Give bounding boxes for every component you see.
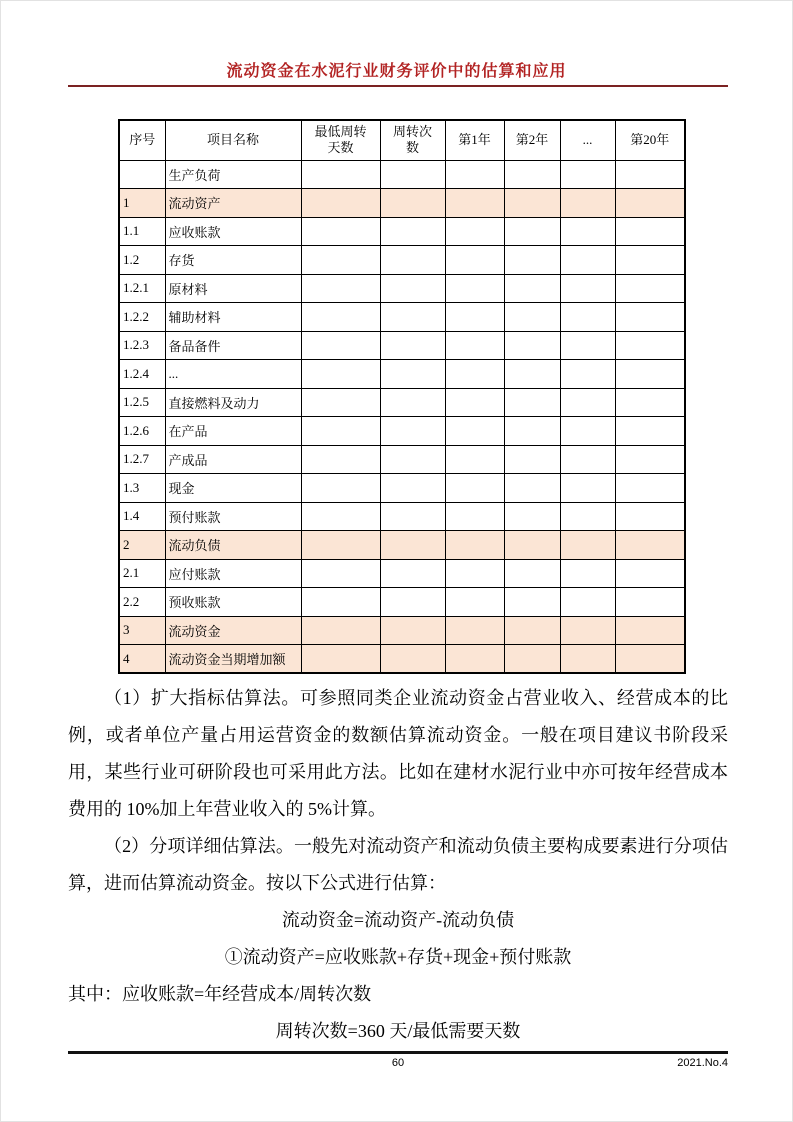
cell-value xyxy=(380,303,445,332)
cell-value xyxy=(301,388,380,417)
cell-value xyxy=(445,274,504,303)
table-subheader-row xyxy=(119,160,685,189)
issue-number: 2021.No.4 xyxy=(677,1057,728,1069)
cell-name: ... xyxy=(165,360,301,389)
cell-no: 1.2.4 xyxy=(119,360,165,389)
cell-value xyxy=(380,417,445,446)
header-rule xyxy=(68,85,728,87)
cell-name: 应付账款 xyxy=(165,559,301,588)
cell-value xyxy=(615,160,685,189)
cell-value xyxy=(504,588,560,617)
cell-name: 流动负债 xyxy=(165,531,301,560)
cell-value xyxy=(615,474,685,503)
cell-name: 备品备件 xyxy=(165,331,301,360)
cell-value xyxy=(504,445,560,474)
cell-value xyxy=(380,531,445,560)
cell-value xyxy=(560,160,615,189)
cell-value xyxy=(380,246,445,275)
cell-value xyxy=(445,588,504,617)
cell-no: 1.2.5 xyxy=(119,388,165,417)
cell-no: 1.2.7 xyxy=(119,445,165,474)
cell-name: 流动资金 xyxy=(165,616,301,645)
cell-value xyxy=(504,388,560,417)
cell-no: 2.1 xyxy=(119,559,165,588)
cell-value xyxy=(560,189,615,218)
cell-value xyxy=(380,502,445,531)
cell-no: 3 xyxy=(119,616,165,645)
cell-value xyxy=(380,160,445,189)
cell-value xyxy=(560,588,615,617)
cell-value xyxy=(445,502,504,531)
cell-no: 2.2 xyxy=(119,588,165,617)
column-header-5: 第2年 xyxy=(504,120,560,160)
cell-value xyxy=(504,189,560,218)
cell-value xyxy=(380,331,445,360)
cell-value xyxy=(445,189,504,218)
cell-value xyxy=(301,616,380,645)
column-header-2: 最低周转 天数 xyxy=(301,120,380,160)
cell-no xyxy=(119,160,165,189)
cell-value xyxy=(301,189,380,218)
cell-value xyxy=(504,160,560,189)
cell-value xyxy=(445,331,504,360)
cell-value xyxy=(445,616,504,645)
table-row xyxy=(119,645,685,674)
cell-value xyxy=(560,417,615,446)
cell-value xyxy=(615,531,685,560)
column-header-4: 第1年 xyxy=(445,120,504,160)
cell-value xyxy=(445,160,504,189)
cell-value xyxy=(380,559,445,588)
cell-value xyxy=(560,388,615,417)
cell-no: 1.2 xyxy=(119,246,165,275)
cell-value xyxy=(380,474,445,503)
cell-value xyxy=(380,445,445,474)
cell-value xyxy=(560,331,615,360)
table-row xyxy=(119,274,685,303)
cell-value xyxy=(301,160,380,189)
cell-value xyxy=(615,502,685,531)
table-row xyxy=(119,474,685,503)
table-row xyxy=(119,189,685,218)
paragraph-itemized-method: （2）分项详细估算法。一般先对流动资产和流动负债主要构成要素进行分项估算，进而估算流动资金。按以下公式进行估算： xyxy=(68,836,728,893)
cell-value xyxy=(445,531,504,560)
cell-value xyxy=(380,388,445,417)
cell-value xyxy=(504,645,560,674)
cell-value xyxy=(301,559,380,588)
table-row xyxy=(119,531,685,560)
cell-value xyxy=(301,417,380,446)
cell-value xyxy=(445,559,504,588)
cell-value xyxy=(560,474,615,503)
cell-name: 原材料 xyxy=(165,274,301,303)
cell-value xyxy=(301,360,380,389)
cell-value xyxy=(504,474,560,503)
cell-value xyxy=(615,189,685,218)
cell-name: 存货 xyxy=(165,246,301,275)
cell-no: 1 xyxy=(119,189,165,218)
column-header-7: 第20年 xyxy=(615,120,685,160)
formula-receivables: 其中：应收账款=年经营成本/周转次数 xyxy=(68,984,372,1004)
cell-name: 在产品 xyxy=(165,417,301,446)
cell-value xyxy=(504,616,560,645)
article-title: 流动资金在水泥行业财务评价中的估算和应用 xyxy=(226,63,567,80)
cell-value xyxy=(380,616,445,645)
cell-value xyxy=(615,388,685,417)
cell-value xyxy=(301,274,380,303)
cell-name: 流动资金当期增加额 xyxy=(165,645,301,674)
cell-value xyxy=(560,531,615,560)
cell-value xyxy=(615,559,685,588)
cell-value xyxy=(301,445,380,474)
cell-value xyxy=(445,417,504,446)
column-header-6: ... xyxy=(560,120,615,160)
cell-value xyxy=(504,217,560,246)
cell-no: 1.2.3 xyxy=(119,331,165,360)
paragraph-expanded-index-method: （1）扩大指标估算法。可参照同类企业流动资金占营业收入、经营成本的比例，或者单位产量占用运营资金的数额估算流动资金。一般在项目建议书阶段采用，某些行业可研阶段也可采用此方法。比如在建材水泥行业中亦可按年经营成本费用的 10%加上年营业收入的 5%计算。 xyxy=(68,688,728,819)
cell-value xyxy=(504,246,560,275)
cell-value xyxy=(560,274,615,303)
cell-no: 4 xyxy=(119,645,165,674)
cell-value xyxy=(301,645,380,674)
cell-value xyxy=(380,274,445,303)
table-row xyxy=(119,303,685,332)
cell-value xyxy=(380,360,445,389)
cell-value xyxy=(380,217,445,246)
table-row xyxy=(119,616,685,645)
table-row xyxy=(119,559,685,588)
cell-value xyxy=(560,217,615,246)
cell-value xyxy=(445,303,504,332)
cell-value xyxy=(560,303,615,332)
cell-value xyxy=(504,331,560,360)
table-row xyxy=(119,388,685,417)
cell-value xyxy=(615,445,685,474)
estimation-table-wrap xyxy=(118,119,686,674)
table-header-row xyxy=(119,120,685,160)
cell-no: 1.4 xyxy=(119,502,165,531)
cell-name: 辅助材料 xyxy=(165,303,301,332)
cell-value xyxy=(615,331,685,360)
cell-value xyxy=(380,645,445,674)
cell-value xyxy=(301,531,380,560)
cell-value xyxy=(615,217,685,246)
working-capital-table xyxy=(118,119,686,674)
cell-value xyxy=(615,303,685,332)
cell-value xyxy=(504,360,560,389)
table-row xyxy=(119,331,685,360)
cell-value xyxy=(504,303,560,332)
cell-value xyxy=(504,531,560,560)
cell-value xyxy=(615,360,685,389)
cell-value xyxy=(301,303,380,332)
cell-value xyxy=(301,331,380,360)
cell-value xyxy=(560,616,615,645)
cell-value xyxy=(445,217,504,246)
cell-value xyxy=(380,588,445,617)
table-row xyxy=(119,588,685,617)
cell-name: 预付账款 xyxy=(165,502,301,531)
cell-value xyxy=(301,474,380,503)
cell-value xyxy=(445,445,504,474)
footer xyxy=(68,1057,728,1073)
cell-name: 产成品 xyxy=(165,445,301,474)
cell-value xyxy=(560,246,615,275)
footer-rule xyxy=(68,1051,728,1054)
cell-value xyxy=(615,417,685,446)
cell-value xyxy=(560,445,615,474)
cell-value xyxy=(615,246,685,275)
cell-value xyxy=(504,502,560,531)
table-row xyxy=(119,445,685,474)
table-row xyxy=(119,360,685,389)
cell-no: 1.2.6 xyxy=(119,417,165,446)
table-row xyxy=(119,502,685,531)
formula-current-assets: ①流动资产=应收账款+存货+现金+预付账款 xyxy=(224,947,572,967)
cell-value xyxy=(445,388,504,417)
cell-value xyxy=(615,274,685,303)
formula-turnover-times: 周转次数=360 天/最低需要天数 xyxy=(275,1021,521,1041)
cell-value xyxy=(445,360,504,389)
cell-no: 2 xyxy=(119,531,165,560)
cell-no: 1.3 xyxy=(119,474,165,503)
cell-value xyxy=(504,559,560,588)
cell-value xyxy=(615,588,685,617)
cell-value xyxy=(504,274,560,303)
cell-name: 应收账款 xyxy=(165,217,301,246)
column-header-0: 序号 xyxy=(119,120,165,160)
cell-value xyxy=(301,246,380,275)
cell-name: 现金 xyxy=(165,474,301,503)
cell-no: 1.2.2 xyxy=(119,303,165,332)
cell-value xyxy=(301,502,380,531)
body-text xyxy=(68,680,728,1050)
page-number: 60 xyxy=(391,1057,405,1069)
cell-value xyxy=(615,645,685,674)
cell-name: 流动资产 xyxy=(165,189,301,218)
table-row xyxy=(119,246,685,275)
cell-value xyxy=(301,588,380,617)
cell-name: 预收账款 xyxy=(165,588,301,617)
cell-no: 1.2.1 xyxy=(119,274,165,303)
cell-value xyxy=(380,189,445,218)
cell-value xyxy=(504,417,560,446)
formula-working-capital: 流动资金=流动资产-流动负债 xyxy=(281,910,515,930)
cell-name: 直接燃料及动力 xyxy=(165,388,301,417)
cell-value xyxy=(615,616,685,645)
cell-value xyxy=(445,474,504,503)
cell-no: 1.1 xyxy=(119,217,165,246)
cell-value xyxy=(445,246,504,275)
cell-value xyxy=(560,360,615,389)
table-row xyxy=(119,417,685,446)
cell-value xyxy=(301,217,380,246)
column-header-1: 项目名称 xyxy=(165,120,301,160)
cell-name: 生产负荷 xyxy=(165,160,301,189)
column-header-3: 周转次 数 xyxy=(380,120,445,160)
cell-value xyxy=(560,559,615,588)
cell-value xyxy=(445,645,504,674)
table-row xyxy=(119,217,685,246)
cell-value xyxy=(560,645,615,674)
cell-value xyxy=(560,502,615,531)
